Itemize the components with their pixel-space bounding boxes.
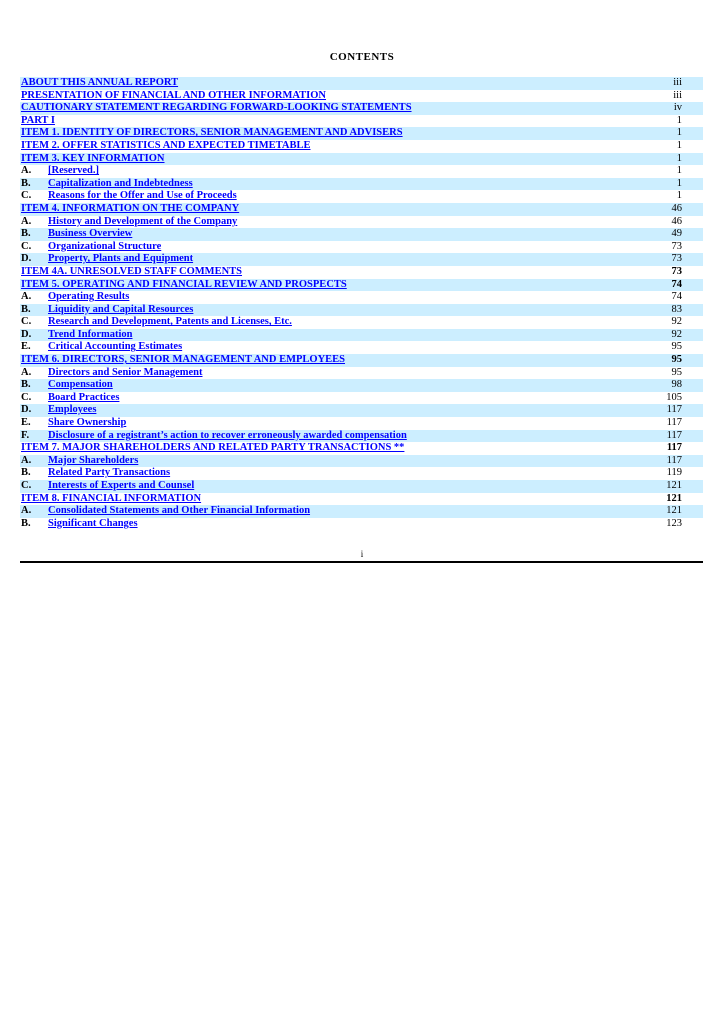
toc-row xyxy=(20,354,703,367)
toc-entry xyxy=(20,279,651,292)
toc-row xyxy=(20,102,703,115)
toc-entry-prefix: B. xyxy=(21,303,31,315)
toc-page-number: 117 xyxy=(666,417,682,429)
toc-row xyxy=(20,392,703,405)
table-of-contents xyxy=(20,77,703,530)
toc-entry-link[interactable]: Interests of Experts and Counsel xyxy=(48,480,195,491)
toc-entry-link[interactable]: Consolidated Statements and Other Financial Information xyxy=(48,505,311,517)
toc-row xyxy=(20,90,703,103)
toc-row xyxy=(20,216,703,229)
toc-entry xyxy=(20,153,651,166)
toc-entry-link[interactable]: Business Overview xyxy=(48,228,133,240)
toc-entry xyxy=(20,354,651,367)
toc-entry-prefix: C. xyxy=(21,480,32,491)
toc-page-number: 121 xyxy=(666,480,682,491)
toc-row xyxy=(20,190,703,203)
toc-entry xyxy=(20,241,651,254)
toc-entry xyxy=(20,253,651,266)
toc-entry-link[interactable]: [Reserved.] xyxy=(48,165,100,177)
toc-page-number: 98 xyxy=(671,379,682,391)
toc-entry xyxy=(20,203,651,216)
toc-entry-prefix: D. xyxy=(21,328,32,340)
toc-entry-link[interactable]: Directors and Senior Management xyxy=(48,366,203,378)
toc-row xyxy=(20,316,703,329)
toc-page-number: 117 xyxy=(666,442,682,454)
toc-entry-link[interactable]: Property, Plants and Equipment xyxy=(48,253,194,265)
toc-entry-prefix: C. xyxy=(21,391,32,403)
toc-entry xyxy=(20,304,651,317)
toc-entry-link[interactable]: Board Practices xyxy=(48,391,120,403)
toc-row xyxy=(20,115,703,128)
toc-entry-link[interactable]: Disclosure of a registrant’s action to recover erroneously awarded compensation xyxy=(48,429,407,441)
toc-entry xyxy=(20,467,651,480)
toc-entry-link[interactable]: Reasons for the Offer and Use of Proceeds xyxy=(48,190,237,202)
toc-row xyxy=(20,77,703,90)
toc-entry xyxy=(20,228,651,241)
toc-page-number: 1 xyxy=(676,177,682,189)
toc-entry xyxy=(20,430,651,443)
toc-page-number: 1 xyxy=(676,139,682,151)
toc-row xyxy=(20,493,703,506)
toc-page-number: 73 xyxy=(671,240,682,252)
toc-entry-link[interactable]: Capitalization and Indebtedness xyxy=(48,177,193,189)
footer-page-number: i xyxy=(360,549,364,560)
toc-entry-prefix: A. xyxy=(21,505,32,517)
toc-entry xyxy=(20,505,651,518)
toc-row xyxy=(20,165,703,178)
toc-entry-prefix: B. xyxy=(21,517,31,529)
toc-row xyxy=(20,455,703,468)
toc-page-number: iii xyxy=(673,89,682,101)
toc-page-number: 1 xyxy=(676,190,682,202)
toc-page-number: 117 xyxy=(666,429,682,441)
toc-entry-link[interactable]: History and Development of the Company xyxy=(48,215,238,227)
toc-entry-link[interactable]: Share Ownership xyxy=(48,417,127,429)
toc-entry-link[interactable]: ITEM 1. IDENTITY OF DIRECTORS, SENIOR MANAGEMENT AND ADVISERS xyxy=(21,127,403,139)
toc-page-number: 119 xyxy=(666,467,682,479)
toc-entry xyxy=(20,140,651,153)
toc-entry xyxy=(20,417,651,430)
toc-page-number: 1 xyxy=(676,165,682,177)
toc-page-number: 49 xyxy=(671,228,682,240)
toc-row xyxy=(20,241,703,254)
toc-entry-link[interactable]: ITEM 4A. UNRESOLVED STAFF COMMENTS xyxy=(21,265,243,277)
toc-entry xyxy=(20,266,651,279)
toc-page-number: 95 xyxy=(671,341,682,353)
toc-entry-link[interactable]: Significant Changes xyxy=(48,517,138,529)
toc-entry-prefix: B. xyxy=(21,177,31,189)
toc-row xyxy=(20,341,703,354)
toc-entry xyxy=(20,442,651,455)
toc-row xyxy=(20,279,703,292)
toc-row xyxy=(20,291,703,304)
toc-entry xyxy=(20,518,651,531)
toc-page-number: 73 xyxy=(671,253,682,265)
toc-entry xyxy=(20,77,651,90)
toc-entry-link[interactable]: PART I xyxy=(21,114,55,126)
toc-entry-prefix: A. xyxy=(21,215,32,227)
toc-entry-link[interactable]: ITEM 6. DIRECTORS, SENIOR MANAGEMENT AND EMPLOYEES xyxy=(21,354,345,366)
toc-entry-link[interactable]: Related Party Transactions xyxy=(48,467,171,479)
toc-entry-prefix: B. xyxy=(21,379,31,391)
toc-entry-link[interactable]: Critical Accounting Estimates xyxy=(48,341,183,353)
toc-entry xyxy=(20,165,651,178)
toc-entry-prefix: C. xyxy=(21,316,32,328)
toc-page-number: 74 xyxy=(671,278,682,290)
toc-row xyxy=(20,404,703,417)
toc-page-number: 117 xyxy=(666,454,682,466)
toc-entry-link[interactable]: ITEM 2. OFFER STATISTICS AND EXPECTED TIMETABLE xyxy=(21,139,311,151)
toc-entry-link[interactable]: Liquidity and Capital Resources xyxy=(48,303,194,315)
toc-entry-prefix: B. xyxy=(21,228,31,240)
toc-row xyxy=(20,467,703,480)
toc-entry xyxy=(20,493,651,506)
toc-row xyxy=(20,417,703,430)
toc-row xyxy=(20,153,703,166)
toc-entry-link[interactable]: Operating Results xyxy=(48,291,130,303)
toc-entry xyxy=(20,379,651,392)
toc-page-number: 121 xyxy=(666,492,682,504)
toc-entry xyxy=(20,392,651,405)
toc-row xyxy=(20,266,703,279)
toc-row xyxy=(20,203,703,216)
toc-row xyxy=(20,518,703,531)
toc-entry-prefix: A. xyxy=(21,366,32,378)
toc-entry-link[interactable]: ABOUT THIS ANNUAL REPORT xyxy=(21,77,179,88)
toc-entry-prefix: D. xyxy=(21,404,32,416)
toc-entry xyxy=(20,329,651,342)
toc-row xyxy=(20,480,703,493)
toc-entry-prefix: A. xyxy=(21,291,32,303)
toc-page-number: 74 xyxy=(671,291,682,303)
contents-heading: CONTENTS xyxy=(329,51,395,63)
toc-page-number: 73 xyxy=(671,265,682,277)
toc-row xyxy=(20,228,703,241)
toc-entry-link[interactable]: CAUTIONARY STATEMENT REGARDING FORWARD-LOOKING STATEMENTS xyxy=(21,102,412,114)
toc-entry-link[interactable]: ITEM 5. OPERATING AND FINANCIAL REVIEW AND PROSPECTS xyxy=(21,278,347,290)
toc-entry xyxy=(20,127,651,140)
toc-entry xyxy=(20,115,651,128)
toc-entry-prefix: D. xyxy=(21,253,32,265)
toc-entry-link[interactable]: ITEM 8. FINANCIAL INFORMATION xyxy=(21,492,202,504)
toc-entry-prefix: E. xyxy=(21,417,31,429)
toc-entry-link[interactable]: Employees xyxy=(48,404,97,416)
toc-entry-link[interactable]: Major Shareholders xyxy=(48,454,139,466)
toc-page-number: 1 xyxy=(676,152,682,164)
toc-page-number: 123 xyxy=(666,517,682,529)
toc-entry xyxy=(20,216,651,229)
toc-entry-prefix: C. xyxy=(21,240,32,252)
toc-page-number: 95 xyxy=(671,366,682,378)
toc-entry xyxy=(20,316,651,329)
toc-entry xyxy=(20,480,651,493)
toc-entry-prefix: A. xyxy=(21,454,32,466)
toc-row xyxy=(20,140,703,153)
toc-entry-prefix: B. xyxy=(21,467,31,479)
toc-entry-prefix: F. xyxy=(21,429,30,441)
toc-entry-prefix: E. xyxy=(21,341,31,353)
toc-row xyxy=(20,367,703,380)
toc-page-number: iii xyxy=(673,77,682,88)
toc-page-number: 121 xyxy=(666,505,682,517)
toc-row xyxy=(20,127,703,140)
toc-entry-link[interactable]: Organizational Structure xyxy=(48,240,162,252)
toc-row xyxy=(20,304,703,317)
toc-row xyxy=(20,329,703,342)
toc-entry-link[interactable]: Trend Information xyxy=(48,328,133,340)
toc-entry xyxy=(20,190,651,203)
toc-entry-link[interactable]: ITEM 3. KEY INFORMATION xyxy=(21,152,165,164)
toc-page-number: 117 xyxy=(666,404,682,416)
toc-entry-prefix: C. xyxy=(21,190,32,202)
toc-entry-link[interactable]: Research and Development, Patents and Licenses, Etc. xyxy=(48,316,292,328)
toc-page-number: 46 xyxy=(671,215,682,227)
toc-row xyxy=(20,253,703,266)
toc-page-number: 1 xyxy=(676,127,682,139)
toc-row xyxy=(20,379,703,392)
toc-entry xyxy=(20,455,651,468)
toc-page-number: 105 xyxy=(666,391,682,403)
toc-page-number: 46 xyxy=(671,202,682,214)
toc-entry xyxy=(20,367,651,380)
toc-page-number: 95 xyxy=(671,354,682,366)
toc-row xyxy=(20,430,703,443)
toc-entry xyxy=(20,341,651,354)
toc-entry-link[interactable]: ITEM 4. INFORMATION ON THE COMPANY xyxy=(21,202,240,214)
toc-page-number: 83 xyxy=(671,303,682,315)
toc-entry-link[interactable]: PRESENTATION OF FINANCIAL AND OTHER INFORMATION xyxy=(21,89,327,101)
toc-page-number: 92 xyxy=(671,316,682,328)
toc-entry-link[interactable]: Compensation xyxy=(48,379,113,391)
toc-page-number: iv xyxy=(673,102,682,114)
toc-row xyxy=(20,442,703,455)
toc-row xyxy=(20,505,703,518)
toc-entry-link[interactable]: ITEM 7. MAJOR SHAREHOLDERS AND RELATED PARTY TRANSACTIONS ** xyxy=(21,442,405,454)
toc-entry xyxy=(20,90,651,103)
toc-row xyxy=(20,178,703,191)
toc-entry xyxy=(20,102,651,115)
toc-entry xyxy=(20,404,651,417)
toc-page-number: 92 xyxy=(671,328,682,340)
toc-entry xyxy=(20,178,651,191)
footer-rule xyxy=(20,561,703,563)
toc-page-number: 1 xyxy=(676,114,682,126)
toc-entry xyxy=(20,291,651,304)
toc-entry-prefix: A. xyxy=(21,165,32,177)
